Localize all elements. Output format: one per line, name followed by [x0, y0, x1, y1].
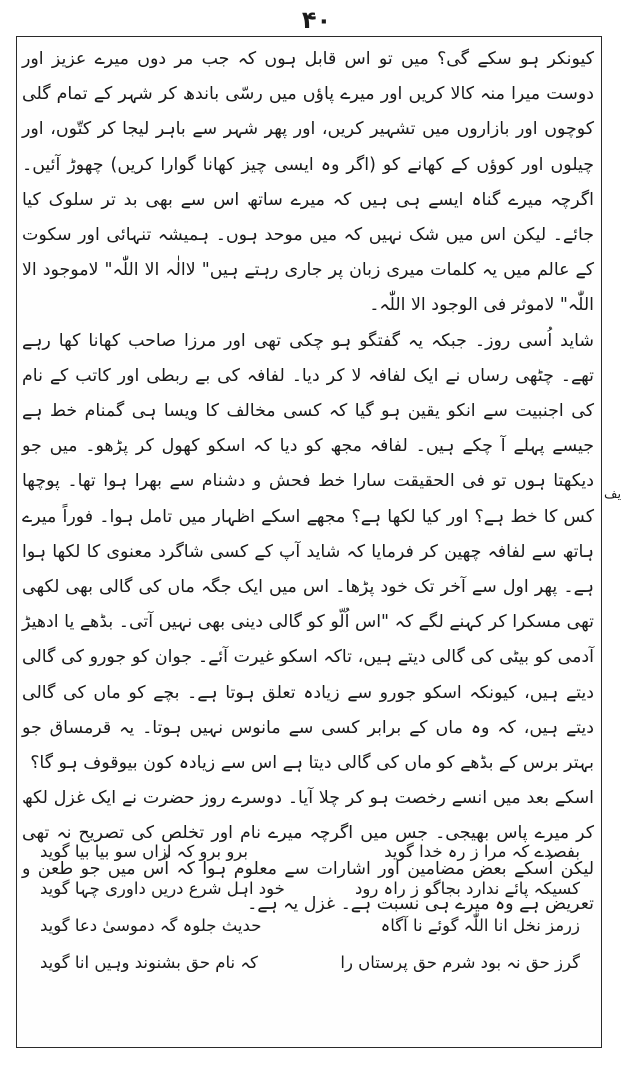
verse-second-hemistich: خود اہل شرع دریں داوری چہا گوید	[40, 879, 285, 898]
verse-first-hemistich: گرز حق نہ بود شرم حق پرستاں را	[340, 953, 580, 972]
verse-first-hemistich: بفصدے کہ مرا ز رہ خدا گوید	[384, 842, 580, 861]
verse-couplet	[40, 907, 580, 944]
paragraph: شاید اُسی روز۔ جبکہ یہ گفتگو ہو چکی تھی اور مرزا صاحب کھانا کھا رہے تھے۔ چٹھی رساں نے ایک لفافہ لا کر دیا۔ لفافہ کی بے ربطی اور کاتب کے نام کی اجنبیت سے انکو یقین ہو گیا کہ کسی مخالف کا ویسا ہی گمنام خط ہے جیسے پہلے آ چکے ہیں۔ لفافہ مجھ کو دیا کہ اسکو کھول کر پڑھو۔ میں جو دیکھتا ہوں تو فی الحقیقت سارا خط فحش و دشنام سے بھرا ہوا تھا۔ پوچھا کس کا خط ہے؟ اور کیا لکھا ہے؟ مجھے اسکے اظہار میں تامل ہوا۔ فوراً میرے ہاتھ سے لفافہ چھین کر فرمایا کہ شاید آپ کے کسی شاگرد معنوی کا لکھا ہوا ہے۔ پھر اول سے آخر تک خود پڑھا۔ اس میں ایک جگہ ماں کی گالی بھی لکھی تھی مسکرا کر کہنے لگے کہ "اس اُلّو کو گالی دینی بھی نہیں آتی۔ بڈھے یا ادھیڑ آدمی کو بیٹی کی گالی دیتے ہیں، تاکہ اسکو غیرت آئے۔ جوان کو جورو کی گالی دیتے ہیں، کیونکہ اسکو جورو سے زیادہ تعلق ہوتا ہے۔ بچے کو ماں کی گالی دیتے ہیں، کہ وہ ماں کے برابر کسی سے مانوس نہیں ہوتا۔ یہ قرمساق جو بہتر برس کے بڈھے کو ماں کی گالی دیتا ہے اس سے زیادہ کون بیوقوف ہو گا؟	[22, 330, 594, 774]
verse-couplet	[40, 833, 580, 870]
verse-first-hemistich: زرمز نخل انا اللّٰہ گوئے نا آگاہ	[380, 916, 580, 935]
ghazal-verses	[40, 833, 580, 981]
paragraph: اسکے بعد میں انسے رخصت ہو کر چلا آیا۔ دوسرے روز حضرت نے ایک غزل لکھ کر میرے پاس بھیجی۔ جس میں اگرچہ میرے نام اور تخلص کی تصریح نہ تھی لیکن اُسکے بعض مضامین اور اشارات سے معلوم ہوا کہ اُس میں جو طعن و تعریض ہے وہ میرے ہی نسبت ہے۔ غزل یہ ہے۔	[22, 788, 594, 914]
verse-couplet	[40, 870, 580, 907]
verse-second-hemistich: حدیث جلوہ گہ دموسیٰ دعا گوید	[40, 916, 262, 935]
page-number: ۴۰	[301, 6, 332, 34]
verse-first-hemistich: کسیکہ پائے ندارد بجاگو ز راہ رود	[355, 879, 580, 898]
verse-second-hemistich: کہ نام حق بشنوند وہیں انا گوید	[40, 953, 258, 972]
paragraph: کیونکر ہو سکے گی؟ میں تو اس قابل ہوں کہ جب مر دوں میرے عزیز اور دوست میرا منہ کالا کریں اور میرے پاؤں میں رسّی باندھ کر شہر کے تمام گلی کوچوں اور بازاروں میں تشہیر کریں، اور پھر شہر سے باہر لیجا کر کتّوں، اور چیلوں اور کوؤں کے کھانے کو (اگر وہ ایسی چیز کھانا گوارا کریں) چھوڑ آئیں۔ اگرچہ میرے گناہ ایسے ہی ہیں کہ میرے ساتھ اس سے بھی بد تر سلوک کیا جائے۔ لیکن اس میں شک نہیں کہ میں موحد ہوں۔ ہمیشہ تنہائی اور سکوت کے عالم میں یہ کلمات میری زبان پر جاری رہتے ہیں" لاالٰہ الا اللّٰہ" لاموجود الا اللّٰہ" لاموثر فی الوجود الا اللّٰہ۔	[22, 49, 594, 316]
verse-second-hemistich: برو برو کہ ازاں سو بیا بیا گوید	[40, 842, 248, 861]
body-text	[22, 42, 594, 922]
verse-couplet	[40, 944, 580, 981]
margin-note: یف	[604, 487, 622, 502]
